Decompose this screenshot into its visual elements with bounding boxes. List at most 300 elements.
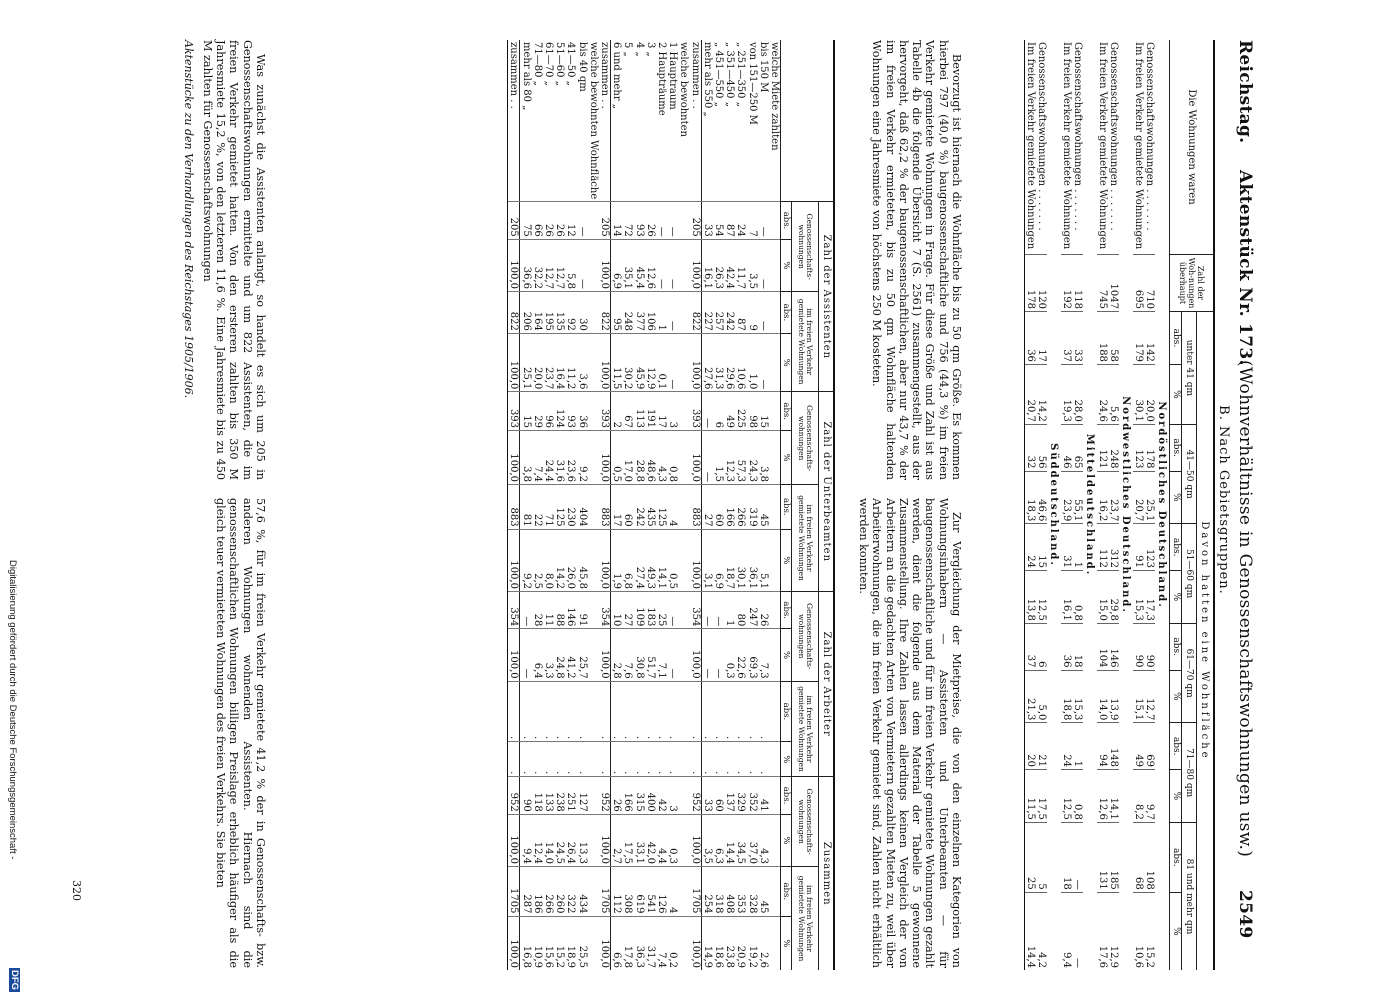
region-heading: Süddeutschland. [1048, 443, 1060, 567]
row-label: von 151—250 M [746, 42, 758, 125]
table-cell: . [554, 681, 565, 742]
table-cell: — [667, 292, 678, 334]
table-cell: 4,4 [656, 814, 667, 866]
table-cell: 58 [1108, 312, 1119, 365]
table-cell: 24 [1025, 524, 1036, 571]
table-cell: 19,2 [746, 916, 757, 970]
table-cell: 318 [713, 867, 724, 917]
unit-pct: % [781, 431, 792, 485]
table-cell: 0,3 [667, 814, 678, 866]
table-cell: . [599, 742, 611, 777]
table-cell: 1705 [508, 867, 520, 917]
table-cell: . [532, 742, 543, 777]
table-cell: 9,4 [520, 814, 532, 866]
row-label: 6 und mehr „ [611, 42, 623, 109]
table-cell [678, 742, 689, 777]
table-cell: 14,1 [1108, 770, 1119, 823]
table-cell: 49 [724, 392, 735, 431]
table-cell: 16,2 [1097, 471, 1108, 524]
table-cell: 18,9 [565, 916, 576, 970]
table-cell: 822 [599, 292, 611, 334]
table-cell: 4 [667, 485, 678, 530]
table-cell: 24,4 [543, 431, 554, 485]
table-cell: 308 [622, 867, 633, 917]
table-cell: — [520, 629, 532, 681]
table-cell: — [667, 629, 678, 681]
table-cell: 434 [576, 867, 587, 917]
table-cell: . [610, 742, 622, 777]
header-center: Aktenstück Nr. 173. [1235, 170, 1255, 366]
table-cell: 352 [746, 777, 757, 814]
table-cell: 328 [746, 867, 757, 917]
unit-abs: abs. [781, 392, 792, 431]
table-cell: 15 [520, 392, 532, 431]
table-cell: 247 [746, 591, 757, 628]
table-cell: 9,2 [520, 529, 532, 591]
table-cell: . [667, 681, 678, 742]
table-cell: 25,1 [1144, 471, 1155, 524]
table-cell: 88 [554, 591, 565, 628]
table-cell [769, 202, 781, 239]
table-cell: 90 [520, 777, 532, 814]
table-cell: 17 [1036, 312, 1047, 365]
table-cell: 7,4 [656, 916, 667, 970]
table-cell: 125 [656, 485, 667, 530]
col-head-range: 61—70 qm [1182, 623, 1197, 723]
table-row [532, 40, 543, 970]
table-cell: 26 [610, 777, 622, 814]
table-cell: 26 [543, 202, 554, 239]
row-label: „ 451—550 „ [712, 42, 724, 107]
table-cell: 123 [1133, 424, 1144, 471]
table-cell: 72 [622, 202, 633, 239]
table-cell: 45 [758, 485, 769, 530]
unit-pct: % [781, 916, 792, 970]
table-cell: 49 [1133, 723, 1144, 770]
unit-pct: % [1170, 670, 1182, 723]
table-cell: 25,7 [576, 629, 587, 681]
table-cell: 12,7 [1144, 670, 1155, 723]
table-cell: 166 [724, 485, 735, 530]
table-cell: 37 [1061, 312, 1072, 365]
table-cell: 71 [543, 485, 554, 530]
table-row [1072, 40, 1083, 970]
table-cell: 25 [656, 591, 667, 628]
table-cell [588, 591, 599, 628]
table-cell [588, 777, 599, 814]
table-cell [678, 867, 689, 917]
table-cell [769, 239, 781, 291]
table-cell [769, 333, 781, 392]
table-cell: 13,3 [576, 814, 587, 866]
table-cell: . [576, 742, 587, 777]
table-cell: 100,0 [599, 239, 611, 291]
table-cell: 6,3 [713, 814, 724, 866]
table-cell: 23,7 [1108, 471, 1119, 524]
table-cell: 106 [645, 292, 656, 334]
table-cell [769, 629, 781, 681]
table-cell: 7,1 [656, 629, 667, 681]
table-cell: 188 [1097, 312, 1108, 365]
table-cell: 191 [645, 392, 656, 431]
table-cell: — [656, 202, 667, 239]
row-label: 4 „ [633, 42, 645, 57]
table-cell: 5,0 [1036, 670, 1047, 723]
table-cell: 15 [758, 392, 769, 431]
table-cell: 33 [701, 202, 713, 239]
table-cell: 69,3 [746, 629, 757, 681]
table-cell: 27,6 [701, 333, 713, 392]
table-cell [678, 485, 689, 530]
table-cell: 14,4 [724, 814, 735, 866]
table-row [758, 40, 769, 970]
table-cell: — [1072, 822, 1083, 892]
table-cell: 22,6 [735, 629, 746, 681]
table-cell: . [689, 742, 701, 777]
table-cell [678, 629, 689, 681]
unit-abs: abs. [781, 777, 792, 814]
table-cell: 21,3 [1025, 670, 1036, 723]
table-cell: 137 [724, 777, 735, 814]
table-cell: 123 [1144, 524, 1155, 571]
row-label: welche Miete zahlten [769, 42, 780, 151]
table-cell: 3,6 [576, 333, 587, 392]
table-cell [769, 591, 781, 628]
table-cell: 131 [1097, 822, 1108, 892]
table-cell: 14 [610, 202, 622, 239]
table-cell: 100,0 [508, 629, 520, 681]
table-cell: 17,0 [622, 431, 633, 485]
table-row [588, 40, 599, 970]
table-cell: 7,3 [758, 629, 769, 681]
table-cell: . [565, 681, 576, 742]
table-row [610, 40, 622, 970]
table-cell: 100,0 [508, 333, 520, 392]
table-cell: 185 [1108, 822, 1119, 892]
table-cell: 31 [1061, 524, 1072, 571]
table-cell: 11,5 [610, 333, 622, 392]
table-cell: 12,6 [645, 239, 656, 291]
table-region-mieten [507, 40, 835, 970]
table-cell: 37 [1025, 623, 1036, 670]
table-cell [588, 742, 599, 777]
table-cell: 393 [508, 392, 520, 431]
table-cell: 6,4 [532, 629, 543, 681]
table-cell: 33 [1072, 312, 1083, 365]
col-head-group: Zahl der Assistenten [819, 202, 834, 392]
row-label: „ 251—350 „ [735, 42, 747, 107]
row-label: welche bewohnten [678, 42, 690, 137]
table-cell: 377 [633, 292, 644, 334]
table-cell: 8,0 [543, 529, 554, 591]
table-cell: 14,0 [1097, 670, 1108, 723]
table-cell [678, 431, 689, 485]
table-cell: 41,2 [565, 629, 576, 681]
page-number: 2549 [1235, 890, 1255, 939]
table-cell: 17,5 [622, 814, 633, 866]
table-cell: — [758, 292, 769, 334]
table-cell: 0,3 [724, 629, 735, 681]
table-cell: 100,0 [689, 814, 701, 866]
table-mieten [508, 40, 833, 970]
table-cell: 5 [1036, 822, 1047, 892]
table-cell: 225 [735, 392, 746, 431]
table-row [554, 40, 565, 970]
table-cell: 20 [1025, 723, 1036, 770]
table-cell [678, 202, 689, 239]
table-gebietsgruppen [1025, 40, 1213, 970]
table-cell: . [520, 742, 532, 777]
table-cell: 15,0 [1097, 571, 1108, 624]
table-cell [769, 867, 781, 917]
unit-abs: abs. [1170, 723, 1182, 770]
footer-note: Aktenstücke zu den Verhandlungen des Reichstages 1905/1906. [182, 40, 195, 399]
table-cell: 354 [508, 591, 520, 628]
col-head-sub: Genossenschafts-wohnungen [792, 392, 819, 485]
table-cell: 408 [724, 867, 735, 917]
table-row [689, 40, 701, 970]
table-cell: 23,7 [543, 333, 554, 392]
row-label: Genossenschaftswohnungen . . . . . . . [1144, 42, 1155, 231]
table-cell: 205 [689, 202, 701, 239]
unit-abs: abs. [1170, 424, 1182, 471]
table-cell: 822 [689, 292, 701, 334]
unit-abs: abs. [1170, 623, 1182, 670]
table-cell: 17,8 [622, 916, 633, 970]
table-cell: . [758, 742, 769, 777]
table-cell: . [633, 742, 644, 777]
table-cell [588, 431, 599, 485]
table-cell: 100,0 [689, 529, 701, 591]
table-cell: 22 [532, 485, 543, 530]
table-cell: 17 [656, 392, 667, 431]
table-cell: 46 [1061, 424, 1072, 471]
text-right-column [857, 498, 963, 968]
table-cell: 24,5 [554, 814, 565, 866]
table-cell [678, 777, 689, 814]
table-cell: 34,5 [735, 814, 746, 866]
table-cell: 36 [1025, 312, 1036, 365]
table-cell: . [645, 742, 656, 777]
col-head-group: Zusammen [819, 777, 834, 970]
text-left-column [870, 40, 963, 480]
table-cell: 30 [576, 292, 587, 334]
table-cell: 31,7 [645, 916, 656, 970]
table-cell: 100,0 [689, 431, 701, 485]
table-cell: 883 [689, 485, 701, 530]
table-cell: 11,2 [565, 333, 576, 392]
table-cell: 619 [633, 867, 644, 917]
table-cell: 146 [1108, 623, 1119, 670]
table-cell [678, 392, 689, 431]
table-cell: 20,9 [735, 916, 746, 970]
table-cell: 60 [713, 777, 724, 814]
table-cell: 112 [610, 867, 622, 917]
table-row [508, 40, 520, 970]
row-label: Im freien Verkehr gemietete Wohnungen [1061, 42, 1072, 250]
table-cell: 100,0 [508, 529, 520, 591]
col-head-range: 51—60 qm [1182, 524, 1197, 624]
table-cell: 18,8 [1061, 670, 1072, 723]
table-cell [769, 529, 781, 591]
table-cell: 186 [532, 867, 543, 917]
table-cell: . [633, 681, 644, 742]
table-cell: 37,0 [746, 814, 757, 866]
table-cell: 952 [508, 777, 520, 814]
table-cell: 126 [656, 867, 667, 917]
row-label: zusammen . . [599, 40, 611, 202]
table-cell: 104 [1097, 623, 1108, 670]
table-cell: — [656, 239, 667, 291]
text-bottom-right [214, 498, 267, 968]
table-cell: . [565, 742, 576, 777]
paragraph-assistenten-cont: 57,6 %, für im freien Verkehr gemietete 41,2 % der in Genossenschafts- bzw. anderen Wohnungen wohnenden Assistenten. Hiernach sind die genossenschaftlichen Wohnungen billigen Preislage erheblich häufiger als die gleich teuer vermieteten Wohnungen des freien Verkehrs. Sie bieten [214, 498, 267, 968]
table-cell: 16,1 [1061, 571, 1072, 624]
unit-abs: abs. [781, 292, 792, 334]
table-cell: 26,3 [713, 239, 724, 291]
table-cell: . [554, 742, 565, 777]
unit-pct: % [781, 629, 792, 681]
row-label: 61—70 „ [542, 42, 554, 86]
table-cell: 94 [1097, 723, 1108, 770]
table-cell: 312 [1108, 524, 1119, 571]
table-cell: 9,2 [576, 431, 587, 485]
table-cell: 0,5 [667, 529, 678, 591]
table-cell: 354 [599, 591, 611, 628]
table-cell: 354 [689, 591, 701, 628]
row-label: 1 Hauptraum [667, 42, 679, 110]
col-head-main: Die Wohnungen waren [1170, 40, 1214, 255]
table-cell: 9 [746, 292, 757, 334]
table-cell: 100,0 [689, 333, 701, 392]
table-row [565, 40, 576, 970]
table-cell: 695 [1133, 255, 1144, 312]
table-cell: 55,1 [1072, 471, 1083, 524]
table-cell: — [758, 333, 769, 392]
table-cell: 17 [610, 485, 622, 530]
table-cell: 164 [532, 292, 543, 334]
table-cell: 4,3 [758, 814, 769, 866]
table-cell: 10 [610, 591, 622, 628]
row-label: Genossenschaftswohnungen . . . . . . . [1108, 42, 1119, 231]
table-cell: 146 [565, 591, 576, 628]
table-cell [769, 814, 781, 866]
table-cell: 315 [633, 777, 644, 814]
table-cell [678, 239, 689, 291]
table-row [656, 40, 667, 970]
table-cell: 100,0 [599, 431, 611, 485]
table-cell: 28,8 [633, 431, 644, 485]
table-cell: 12,5 [1061, 770, 1072, 823]
table-cell: 251 [565, 777, 576, 814]
table-cell: . [599, 681, 611, 742]
table-cell: 0,1 [656, 333, 667, 392]
table-cell: 109 [633, 591, 644, 628]
table-cell [678, 333, 689, 392]
row-label: 3 „ [644, 42, 656, 57]
table-cell: 7,4 [532, 431, 543, 485]
table-cell: 9,4 [1061, 892, 1072, 970]
table-cell: 14,2 [1036, 364, 1047, 424]
table-cell: . [656, 681, 667, 742]
table-cell: 113 [633, 392, 644, 431]
table-cell: 6,8 [622, 529, 633, 591]
table-cell: 67 [622, 392, 633, 431]
table-cell: 18 [1061, 822, 1072, 892]
unit-pct: % [781, 742, 792, 777]
table-cell: 883 [508, 485, 520, 530]
table-cell: — [713, 591, 724, 628]
table-cell: 30,8 [633, 629, 644, 681]
table-cell: 46,6 [1036, 471, 1047, 524]
table-cell: 205 [508, 202, 520, 239]
row-label: 51—60 „ [554, 42, 566, 86]
table-cell: 15,2 [1144, 892, 1155, 970]
table-cell: 36 [576, 392, 587, 431]
table-cell: 27 [701, 485, 713, 530]
footer-page-number: 320 [70, 880, 83, 901]
table-cell: 49,3 [645, 529, 656, 591]
table-cell: 192 [1061, 255, 1072, 312]
table-cell: 0,8 [1072, 571, 1083, 624]
table-row [633, 40, 644, 970]
table-cell: . [667, 742, 678, 777]
table-cell: 12,3 [724, 431, 735, 485]
table-cell: 353 [735, 867, 746, 917]
table-cell: 3 [667, 392, 678, 431]
table-cell [588, 529, 599, 591]
table-cell: 18,3 [1025, 471, 1036, 524]
unit-pct: % [781, 814, 792, 866]
table-cell: . [520, 681, 532, 742]
table-cell: 100,0 [508, 814, 520, 866]
table-cell: 2,7 [610, 814, 622, 866]
table-cell: 23,9 [1061, 471, 1072, 524]
table-cell: . [622, 681, 633, 742]
col-head-group: Davon hatten eine Wohnfläche [1197, 312, 1214, 971]
table-cell: 30,1 [1133, 364, 1144, 424]
table-cell: 2,5 [532, 529, 543, 591]
unit-abs: abs. [781, 591, 792, 628]
table-cell: 15,2 [554, 916, 565, 970]
table-cell: 57,3 [735, 431, 746, 485]
table-cell: 3,3 [543, 629, 554, 681]
table-row [520, 40, 532, 970]
table-cell: 30,1 [735, 529, 746, 591]
table-cell [588, 292, 599, 334]
table-cell: 24,3 [746, 431, 757, 485]
table-cell: 32 [1025, 424, 1036, 471]
table-cell: 952 [689, 777, 701, 814]
table-cell: 42,4 [724, 239, 735, 291]
table-cell: 195 [543, 292, 554, 334]
table-cell: 0,8 [667, 431, 678, 485]
table-cell: 6,9 [713, 529, 724, 591]
table-cell: 14,2 [554, 529, 565, 591]
table-cell: 5,6 [1108, 364, 1119, 424]
table-row [724, 40, 735, 970]
table-cell [588, 814, 599, 866]
table-cell: 36,1 [746, 529, 757, 591]
table-cell: 23,8 [724, 916, 735, 970]
table-cell: 13,8 [1025, 571, 1036, 624]
table-cell: . [724, 742, 735, 777]
col-head-group: Zahl der Unterbeamten [819, 392, 834, 592]
table-cell: 48,6 [645, 431, 656, 485]
table-cell: — [576, 239, 587, 291]
table-cell: 25,5 [576, 916, 587, 970]
table-cell: 11,5 [1025, 770, 1036, 823]
